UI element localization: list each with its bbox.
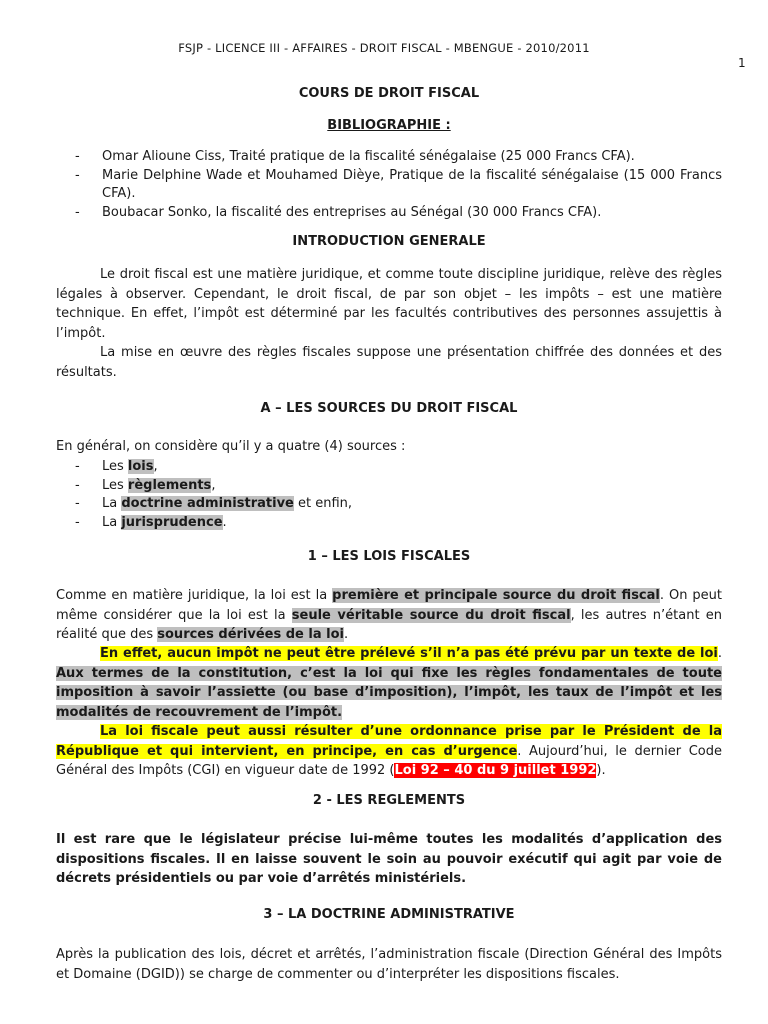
source-item: - La doctrine administrative et enfin, — [56, 495, 722, 514]
source-term: lois — [127, 459, 154, 474]
bibliography-item: - Omar Alioune Ciss, Traité pratique de la fiscalité sénégalaise (25 000 Francs CFA). — [56, 148, 722, 167]
highlight-text: seule véritable source du droit fiscal — [291, 607, 571, 623]
highlight-text: sources dérivées de la loi — [157, 627, 344, 642]
bibliography-item: - Marie Delphine Wade et Mouhamed Dièye, Pratique de la fiscalité sénégalaise (15 000 Francs CFA). — [56, 167, 722, 204]
introduction-paragraph: La mise en œuvre des règles fiscales suppose une présentation chiffrée des données et des résultats. — [56, 345, 722, 380]
source-term: doctrine administrative — [121, 496, 294, 511]
bibliography-list — [56, 148, 722, 222]
highlight-text: Aux termes de la constitution, c’est la loi qui fixe les règles fondamentales de toute imposition à savoir l’assiette (ou base d’imposition), l’impôt, les taux de l’impôt et les modalités de recouvrement de l’impôt. — [56, 665, 722, 720]
lois-paragraph-1: Comme en matière juridique, la loi est la première et principale source du droit fiscal. On peut même considérer que la loi est la seule véritable source du droit fiscal, les autres n’étant en réalité que des sources dérivées de la loi. — [56, 588, 722, 642]
sources-list — [56, 458, 722, 532]
source-term: jurisprudence — [121, 514, 223, 530]
highlight-text: En effet, aucun impôt ne peut être prélevé s’il n’a pas été prévu par un texte de loi — [100, 646, 718, 661]
section-a-heading: A – LES SOURCES DU DROIT FISCAL — [260, 401, 518, 416]
source-item: - Les règlements, — [56, 477, 722, 496]
section-3-heading: 3 – LA DOCTRINE ADMINISTRATIVE — [263, 907, 515, 922]
doctrine-paragraph: Après la publication des lois, décret et arrêtés, l’administration fiscale (Direction Général des Impôts et Domaine (DGID)) se charge de commenter ou d’interpréter les dispositions fiscales. — [56, 947, 722, 982]
highlight-text: Loi 92 – 40 du 9 juillet 1992 — [394, 763, 597, 778]
source-term: règlements — [127, 477, 212, 493]
source-item: - La jurisprudence. — [56, 514, 722, 533]
reglements-paragraph: Il est rare que le législateur précise lui-même toutes les modalités d’application des dispositions fiscales. Il en laisse souvent le soin au pouvoir exécutif qui agit par voie de décrets présidentiels ou par voie d’arrêtés ministériels. — [56, 832, 722, 886]
highlight-text: première et principale source du droit fiscal — [332, 588, 660, 603]
lois-paragraph-2: En effet, aucun impôt ne peut être prélevé s’il n’a pas été prévu par un texte de loi. Aux termes de la constitution, c’est la loi qui fixe les règles fondamentales de toute imposition à savoir l’assiette (ou base d’imposition), l’impôt, les taux de l’impôt et les modalités de recouvrement de l’impôt. — [56, 646, 722, 720]
highlight-text: La loi fiscale peut aussi résulter d’une ordonnance prise par le Président de la République et qui intervient, en principe, en cas d’urgence — [56, 724, 722, 759]
introduction-heading: INTRODUCTION GENERALE — [292, 234, 486, 249]
sources-intro: En général, on considère qu’il y a quatre (4) sources : — [56, 439, 406, 454]
introduction-paragraph: Le droit fiscal est une matière juridique, et comme toute discipline juridique, relève des règles légales à observer. Cependant, le droit fiscal, de par son objet – les impôts – est une matière technique. En effet, l’impôt est déterminé par les facultés contributives des personnes assujettis à l’impôt. — [56, 267, 722, 341]
bibliography-item: - Boubacar Sonko, la fiscalité des entreprises au Sénégal (30 000 Francs CFA). — [56, 204, 722, 223]
page-number: 1 — [738, 56, 746, 70]
course-title: COURS DE DROIT FISCAL — [298, 86, 480, 101]
section-1-heading: 1 – LES LOIS FISCALES — [307, 549, 471, 564]
lois-paragraph-3: La loi fiscale peut aussi résulter d’une ordonnance prise par le Président de la République et qui intervient, en principe, en cas d’urgence. Aujourd’hui, le dernier Code Général des Impôts (CGI) en vigueur date de 1992 (Loi 92 – 40 du 9 juillet 1992). — [56, 724, 722, 778]
source-item: - Les lois, — [56, 458, 722, 477]
bibliography-heading: BIBLIOGRAPHIE : — [327, 118, 451, 133]
running-header: FSJP - LICENCE III - AFFAIRES - DROIT FISCAL - MBENGUE - 2010/2011 — [178, 41, 590, 55]
section-2-heading: 2 - LES REGLEMENTS — [312, 793, 466, 808]
